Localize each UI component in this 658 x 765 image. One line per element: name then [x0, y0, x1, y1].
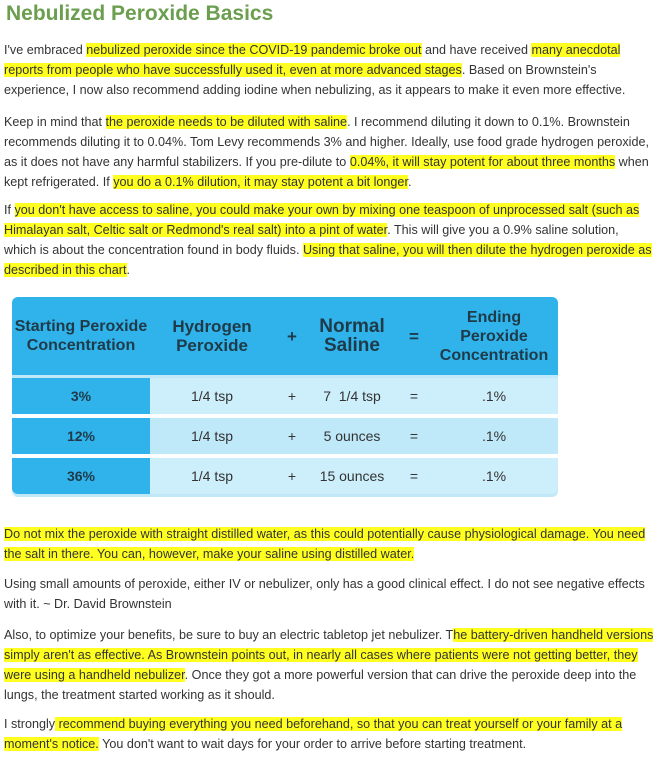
page-title: Nebulized Peroxide Basics	[6, 2, 274, 25]
highlight: you don't have access to saline, you could make your own by mixing one teaspoon of unprocessed salt (such as Himalayan salt, Celtic salt or Redmond's real salt) into a pint of water	[4, 203, 640, 237]
cell-h2o2: 1/4 tsp	[190, 428, 234, 444]
cell-equals: =	[409, 388, 419, 404]
cell-saline: 15 ounces	[319, 468, 385, 484]
cell-h2o2: 1/4 tsp	[190, 468, 234, 484]
cell-saline: 5 ounces	[323, 428, 381, 444]
dilution-chart	[12, 297, 558, 497]
text: . This will give you a 0.9% saline solution, which is about the concentration found in body fluids.	[4, 223, 619, 257]
paragraph-nebulizer	[4, 625, 654, 705]
text: I've embraced	[4, 43, 87, 57]
highlight: 0.04%, it will stay potent for about three months	[349, 155, 616, 169]
text: I strongly	[4, 717, 56, 731]
header-starting-concentration: Starting Peroxide Concentration	[14, 318, 148, 354]
cell-saline: 7 1/4 tsp	[323, 388, 381, 404]
text: . I recommend diluting it down to 0.1%. Brownstein recommends diluting it to 0.04%. Tom Levy recommends 3% and higher. Ideally, use food grade hydrogen peroxide, as it does not have any harmful stabilizers. If you pre-dilute to	[4, 115, 649, 169]
header-equals: =	[409, 326, 419, 346]
text: when kept refrigerated. If	[4, 155, 649, 189]
paragraph-intro	[4, 40, 654, 100]
text: . Based on Brownstein's experience, I now also recommend adding iodine when nebulizing, as it appears to make it even more effective.	[4, 63, 626, 97]
table-row	[12, 458, 558, 494]
header-ending-concentration: Ending Peroxide Concentration	[439, 308, 549, 364]
header-plus: +	[287, 326, 297, 346]
highlight: nebulized peroxide since the COVID-19 pandemic broke out	[86, 43, 422, 57]
cell-end: .1%	[481, 468, 507, 484]
table-row	[12, 378, 558, 414]
text: You don't want to wait days for your order to arrive before starting treatment.	[98, 737, 527, 751]
cell-equals: =	[409, 428, 419, 444]
cell-start: 12%	[12, 418, 150, 454]
highlight: he battery-driven handheld versions simply aren't as effective. As Brownstein points out, in nearly all cases where patients were not getting better, they were using a handheld nebulizer	[4, 628, 654, 682]
highlight: recommend buying everything you need beforehand, so that you can treat yourself or your family at a moment's notice.	[4, 717, 623, 751]
highlight: Do not mix the peroxide with straight distilled water, as this could potentially cause physiological damage. You need the salt in there. You can, however, make your saline using distilled water.	[4, 527, 646, 561]
highlight: you do a 0.1% dilution, it may stay potent a bit longer	[113, 175, 408, 189]
highlight: many anecdotal reports from people who have successfully used it, even at more advanced stages	[4, 43, 621, 77]
cell-start: 36%	[12, 458, 150, 494]
table-row	[12, 418, 558, 454]
paragraph-quote	[4, 574, 654, 614]
text: Using small amounts of peroxide, either IV or nebulizer, only has a good clinical effect. I do not see negative effects with it. ~ Dr. David Brownstein	[4, 577, 645, 611]
paragraph-dilution	[4, 112, 654, 192]
chart-header	[12, 297, 558, 375]
text: and have received	[421, 43, 532, 57]
cell-plus: +	[287, 468, 297, 484]
cell-end: .1%	[481, 428, 507, 444]
text: .	[407, 175, 412, 189]
header-hydrogen-peroxide: Hydrogen Peroxide	[172, 317, 252, 355]
highlight: Using that saline, you will then dilute the hydrogen peroxide as described in this chart	[4, 243, 652, 277]
paragraph-saline	[4, 200, 654, 280]
text: Keep in mind that	[4, 115, 106, 129]
highlight: the peroxide needs to be diluted with saline	[105, 115, 348, 129]
text: If	[4, 203, 15, 217]
cell-h2o2: 1/4 tsp	[190, 388, 234, 404]
paragraph-warning	[4, 524, 654, 564]
cell-plus: +	[287, 388, 297, 404]
paragraph-recommend	[4, 714, 654, 754]
cell-equals: =	[409, 468, 419, 484]
text: . Once they got a more powerful version that can drive the peroxide deep into the lungs, the treatment started working as it should.	[4, 668, 637, 702]
text: Also, to optimize your benefits, be sure to buy an electric tabletop jet nebulizer. T	[4, 628, 454, 642]
cell-plus: +	[287, 428, 297, 444]
cell-start: 3%	[12, 378, 150, 414]
cell-end: .1%	[481, 388, 507, 404]
header-normal-saline: Normal Saline	[319, 316, 385, 356]
text: .	[126, 263, 131, 277]
